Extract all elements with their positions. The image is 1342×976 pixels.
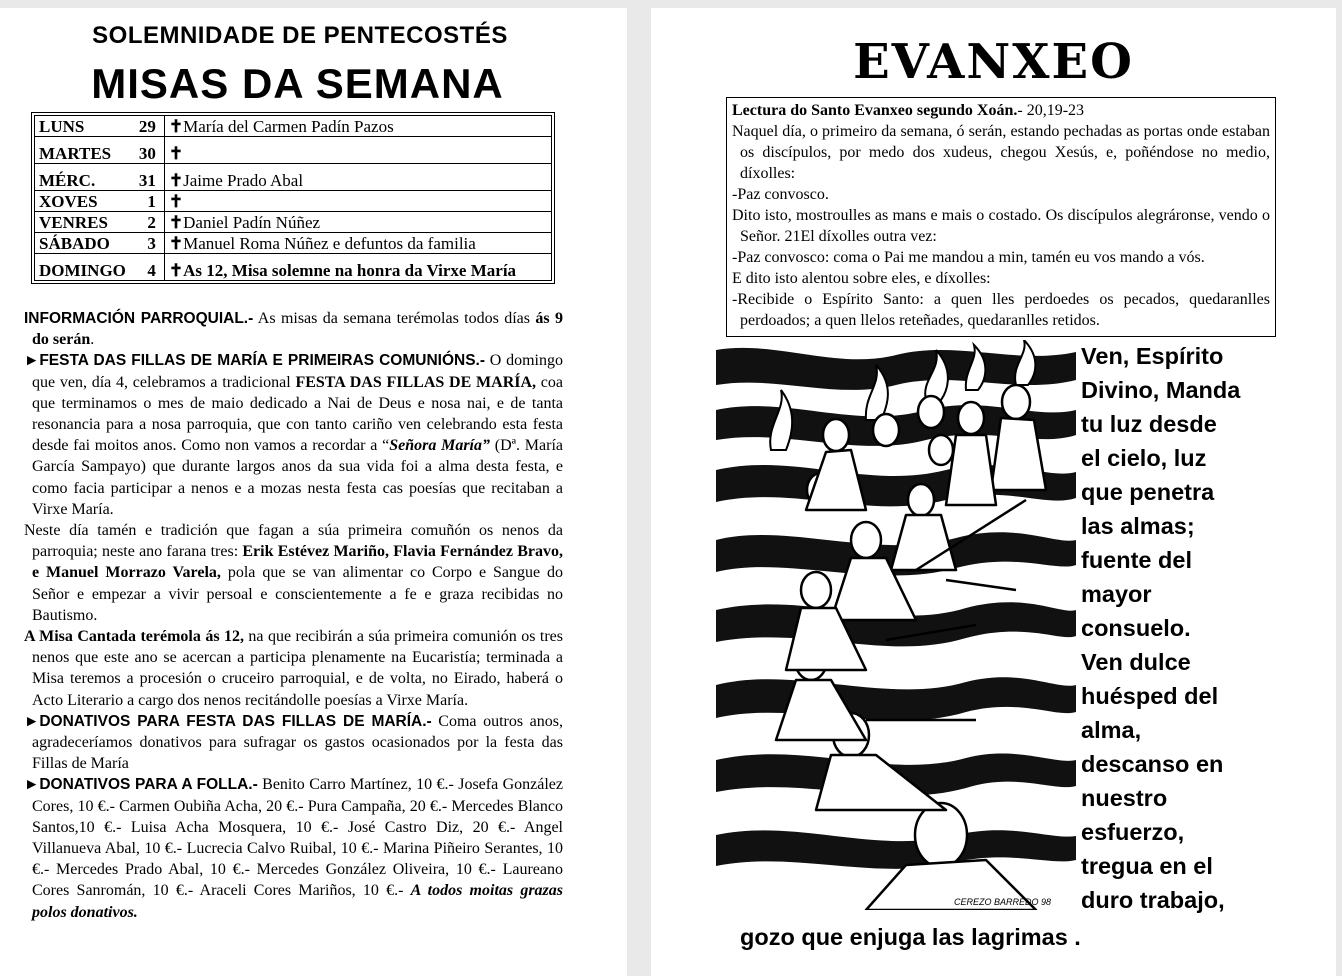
mass-date: 1 <box>130 191 165 212</box>
gospel-paragraph: -Paz convosco: coma o Pai me mandou a min, tamén eu vos mando a vós. <box>732 249 1205 266</box>
info-donativos-folla: ►DONATIVOS PARA A FOLLA.- Benito Carro Martínez, 10 €.- Josefa González Cores, 10 €.- Carmen Oubiña Acha, 20 €.- Pura Campaña, 20 €.- Mercedes Blanco Santos,10 €.- Luisa Acha Mosquera, 10 €.- José Castro Diz, 20 €.- Angel Villanueva Abal, 10 €.- Lucrecia Calvo Ruibal, 10 €.- Marina Piñeiro Serantes, 10 €.- Mercedes Prado Abal, 10 €.- Mercedes González Oliveira, 10 €.- Laureano Cores Sanromán, 10 €.- Araceli Cores Mariños, 10 €.- A todos moitas grazas polos donativos. <box>24 776 564 921</box>
cross-icon: ✝ <box>168 192 184 211</box>
mass-date: 3 <box>130 233 165 254</box>
info-intro: INFORMACIÓN PARROQUIAL.- As misas da semana terémolas todos días ás 9 do serán. <box>24 310 563 349</box>
parish-information <box>24 308 563 923</box>
pentecost-illustration <box>716 340 1076 910</box>
hymn-line: que penetra <box>1081 479 1215 505</box>
hymn-line: tu luz desde <box>1081 411 1217 437</box>
hymn-line: descanso en <box>1081 751 1224 777</box>
masses-heading: MISAS DA SEMANA <box>91 60 504 107</box>
mass-intention: ✝As 12, Misa solemne na honra da Virxe María <box>164 254 551 281</box>
mass-day: LUNS <box>35 116 130 137</box>
mass-intention <box>164 191 551 212</box>
mass-intention: ✝Jaime Prado Abal <box>164 164 551 191</box>
gospel-title: Lectura do Santo Evanxeo segundo Xoán.- 20,19-23 <box>732 102 1085 119</box>
info-festa-fillas: ►FESTA DAS FILLAS DE MARÍA E PRIMEIRAS COMUNIÓNS.- O domingo que ven, día 4, celebramos a tradicional FESTA DAS FILLAS DE MARÍA, coa que terminamos o mes de maio dedicado a Nai de Deus e nosa nai, e de tanta resonancia para a nosa parroquia, que con tanto cariño ven celebrando esta festa desde fai moitos anos. Como non vamos a recordar a “Señora María” (Dª. María García Sampayo) que durante largos anos da sua vida foi a alma desta festa, e como facia participar a nenos e a mozas nesta festa cas poesías que recitaban a Virxe María. <box>24 352 564 518</box>
hymn-line: mayor <box>1081 581 1152 607</box>
mass-row <box>35 116 552 137</box>
hymn-line: duro trabajo, <box>1081 887 1225 913</box>
gospel-paragraph: E dito isto alentou sobre eles, e díxolles: <box>732 270 991 287</box>
mass-day: VENRES <box>35 212 130 233</box>
mass-row <box>35 233 552 254</box>
hymn-line: Ven dulce <box>1081 649 1191 675</box>
cross-icon: ✝ <box>168 117 184 136</box>
hymn-line: las almas; <box>1081 513 1195 539</box>
solemnity-heading: SOLEMNIDADE DE PENTECOSTÉS <box>92 22 508 49</box>
gospel-paragraph: Naquel día, o primeiro da semana, ó serán, estando pechadas as portas onde estaban os discípulos, por medo dos xudeus, chegou Xesús, e, poñéndose no medio, díxolles: <box>732 123 1270 182</box>
hymn-line: tregua en el <box>1081 853 1213 879</box>
illustration-signature: CEREZO BARREDO 98 <box>954 897 1052 907</box>
section-heading: ►DONATIVOS PARA A FOLLA.- <box>24 776 258 794</box>
mass-day: SÁBADO <box>35 233 130 254</box>
info-comunion: Neste día tamén e tradición que fagan a súa primeira comuñón os nenos da parroquia; neste ano farana tres: Erik Estévez Mariño, Flavia Fernández Bravo, e Manuel Morrazo Varela, pola que se van alimentar co Corpo e Sangue do Señor e empezar a vivir persoal e conscientemente a fe e graza recibidas no Bautismo. <box>24 522 564 624</box>
hymn-last-line: gozo que enjuga las lagrimas . <box>740 924 1081 950</box>
hymn-line: Divino, Manda <box>1081 377 1241 403</box>
mass-day: DOMINGO <box>35 254 130 281</box>
hymn-line: el cielo, luz <box>1081 445 1207 471</box>
mass-row <box>35 164 552 191</box>
hymn-line: huésped del <box>1081 683 1219 709</box>
mass-intention: ✝Manuel Roma Núñez e defuntos da familia <box>164 233 551 254</box>
gospel-paragraph: -Paz convosco. <box>732 186 829 203</box>
cross-icon: ✝ <box>168 171 184 190</box>
mass-schedule-table <box>31 112 555 284</box>
hymn-line: nuestro <box>1081 785 1168 811</box>
cross-icon: ✝ <box>168 234 184 253</box>
section-heading: ►DONATIVOS PARA FESTA DAS FILLAS DE MARÍA.- <box>24 712 432 730</box>
mass-intention <box>164 137 551 164</box>
mass-day: MARTES <box>35 137 130 164</box>
mass-day: XOVES <box>35 191 130 212</box>
gospel-heading: EVANXEO <box>853 34 1134 90</box>
info-misa-cantada: A Misa Cantada terémola ás 12, na que recibirán a súa primeira comunión os tres nenos que este ano se acercan a participa plenamente na Eucaristía; terminada a Misa teremos a procesión o cruceiro parroquial, e de volta, no Eirado, haberá o Acto Literario a cargo dos nenos recitándolle poesías a Virxe María. <box>24 628 563 709</box>
gospel-paragraph: Dito isto, mostroulles as mans e mais o costado. Os discípulos alegráronse, vendo o Señor. 21El díxolles outra vez: <box>732 207 1270 245</box>
section-heading: ►FESTA DAS FILLAS DE MARÍA E PRIMEIRAS COMUNIÓNS.- <box>24 352 486 370</box>
cross-icon: ✝ <box>168 213 184 232</box>
info-title: INFORMACIÓN PARROQUIAL.- <box>24 310 254 327</box>
hymn-line: Ven, Espírito <box>1081 343 1224 369</box>
mass-date: 30 <box>130 137 165 164</box>
gospel-reading-box <box>726 97 1276 337</box>
hymn-text <box>1081 339 1331 917</box>
mass-date: 31 <box>130 164 165 191</box>
hymn-line: fuente del <box>1081 547 1192 573</box>
mass-row <box>35 191 552 212</box>
cross-icon: ✝ <box>168 261 184 280</box>
mass-row <box>35 212 552 233</box>
mass-row <box>35 254 552 281</box>
mass-date: 4 <box>130 254 165 281</box>
hymn-line: consuelo. <box>1081 615 1191 641</box>
info-donativos-festa: ►DONATIVOS PARA FESTA DAS FILLAS DE MARÍA.- Coma outros anos, agradeceríamos donativos para sufragar os gastos ocasionados por la festa das Fillas de María <box>24 712 564 773</box>
mass-row <box>35 137 552 164</box>
mass-intention: ✝María del Carmen Padín Pazos <box>164 116 551 137</box>
gospel-paragraph: -Recibide o Espírito Santo: a quen lles perdoedes os pecados, quedaranlles perdoados; a quen llelos reteñades, quedaranlles retidos. <box>732 291 1270 329</box>
hymn-line: esfuerzo, <box>1081 819 1185 845</box>
mass-date: 2 <box>130 212 165 233</box>
cross-icon: ✝ <box>168 144 184 163</box>
mass-intention: ✝Daniel Padín Núñez <box>164 212 551 233</box>
mass-date: 29 <box>130 116 165 137</box>
mass-day: MÉRC. <box>35 164 130 191</box>
hymn-line: alma, <box>1081 717 1142 743</box>
